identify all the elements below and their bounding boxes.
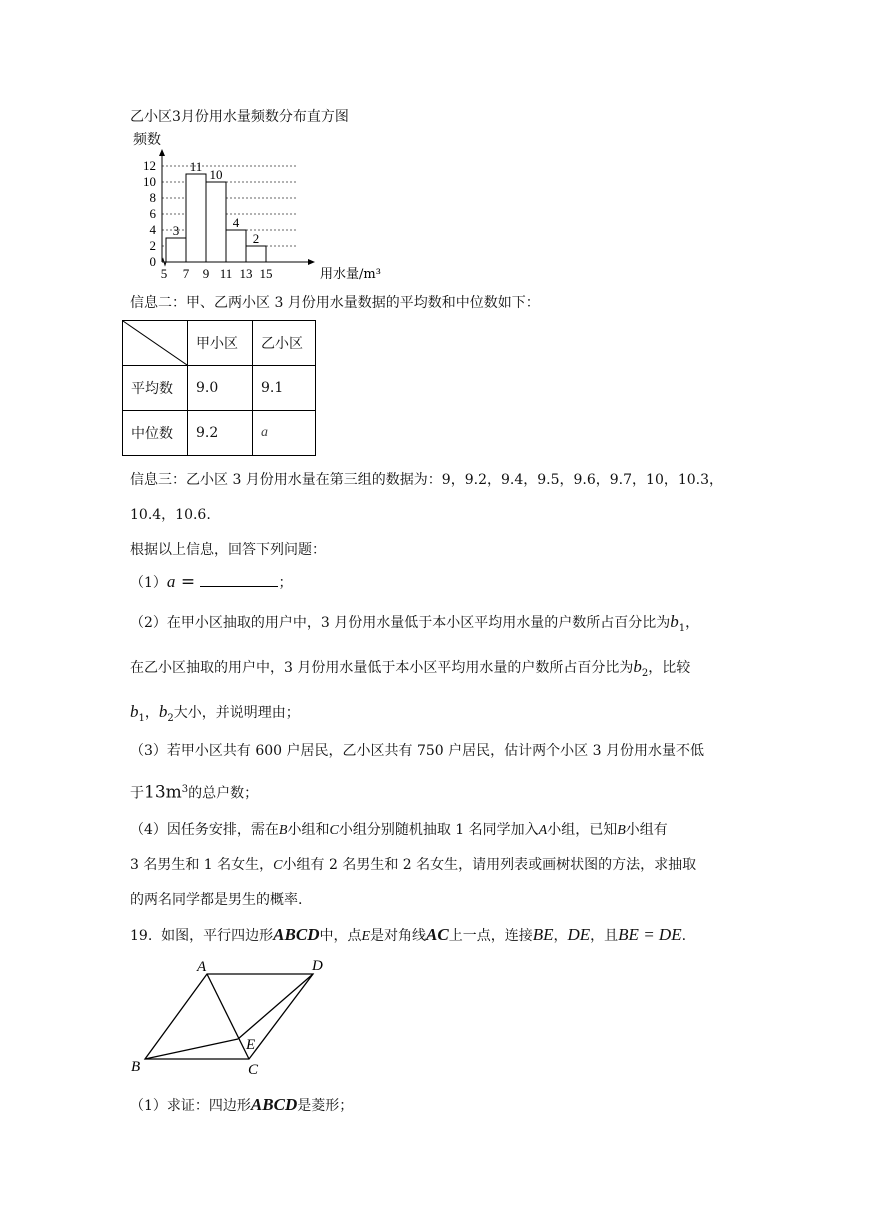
y-tick-label: 12 <box>143 158 156 173</box>
vertex-label-d: D <box>312 958 323 974</box>
question-2-line3: $b_1$，$b_2$大小，并说明理由； <box>130 702 300 724</box>
question-4-line2: 3 名男生和 1 名女生，C小组有 2 名男生和 2 名女生，请用列表或画树状图的方法，求抽取 <box>130 857 697 873</box>
question-2-line1: （2）在甲小区抽取的用户中，3 月份用水量低于本小区平均用水量的户数所占百分比为$b_1$， <box>130 612 700 634</box>
y-tick-label: 2 <box>149 238 156 253</box>
problem-19-stem: 19. 如图，平行四边形ABCD中，点E是对角线AC上一点，连接BE，DE，且BE = DE. <box>130 925 687 944</box>
col-header-jia: 甲小区 <box>188 321 253 366</box>
stats-table <box>122 320 316 456</box>
point-label-e: E <box>246 1037 256 1053</box>
table-row <box>123 321 316 366</box>
table-cell: 9.1 <box>253 366 316 411</box>
bar-value-label: 2 <box>252 231 260 246</box>
info2-text: 信息二：甲、乙两小区 3 月份用水量数据的平均数和中位数如下： <box>130 295 540 311</box>
col-header-yi: 乙小区 <box>253 321 316 366</box>
info3-line1: 信息三：乙小区 3 月份用水量在第三组的数据为：9，9.2，9.4，9.5，9.6，9.7，10，10.3， <box>130 472 724 488</box>
row-label: 中位数 <box>123 411 188 456</box>
y-tick-label: 6 <box>149 206 156 221</box>
histogram-bar <box>166 238 186 262</box>
vertex-label-b: B <box>131 1059 141 1075</box>
table-row <box>123 411 316 456</box>
chart-title: 乙小区3月份用水量频数分布直方图 <box>130 109 349 125</box>
answer-blank <box>200 572 278 587</box>
parallelogram-abcd <box>145 974 313 1059</box>
y-tick-label: 4 <box>149 222 156 237</box>
diagonal-ac <box>207 974 249 1059</box>
table-cell: 9.2 <box>188 411 253 456</box>
question-4-line1: （4）因任务安排，需在B小组和C小组分别随机抽取 1 名同学加入A小组，已知B小组有 <box>130 822 668 838</box>
y-tick-label: 10 <box>143 174 156 189</box>
question-3-line2: 于$13m^3$的总户数； <box>130 782 259 803</box>
question-1: （1）a = ； <box>130 572 293 592</box>
chart-x-label: 用水量/m³ <box>320 267 381 282</box>
x-tick-label: 7 <box>182 266 190 281</box>
bar-value-label: 3 <box>172 223 180 238</box>
diagonal-line <box>123 321 187 365</box>
y-tick-label: 0 <box>149 254 156 269</box>
prompt-text: 根据以上信息，回答下列问题： <box>130 542 326 558</box>
x-tick-label: 9 <box>202 266 210 281</box>
row-label: 平均数 <box>123 366 188 411</box>
x-tick-label: 15 <box>259 266 273 281</box>
y-axis-arrow <box>159 149 165 156</box>
histogram-bar <box>246 246 266 262</box>
segment-de <box>238 974 313 1039</box>
x-axis-arrow <box>308 259 315 265</box>
question-2-line2: 在乙小区抽取的用户中，3 月份用水量低于本小区平均用水量的户数所占百分比为$b_2$，比较 <box>130 657 691 679</box>
bar-value-label: 4 <box>232 215 240 230</box>
bar-value-label: 10 <box>209 167 223 182</box>
question-3-line1: （3）若甲小区共有 600 户居民，乙小区共有 750 户居民，估计两个小区 3 月份用水量不低 <box>130 743 704 759</box>
diagonal-header-cell <box>123 321 188 366</box>
bar-value-label: 11 <box>189 159 203 174</box>
parallelogram-figure <box>125 955 355 1080</box>
y-tick-label: 8 <box>149 190 156 205</box>
histogram-bar <box>206 182 226 262</box>
problem-19-q1: （1）求证：四边形ABCD是菱形； <box>130 1095 354 1114</box>
question-4-line3: 的两名同学都是男生的概率. <box>130 892 303 908</box>
x-tick-label: 5 <box>160 266 168 281</box>
info3-line2: 10.4，10.6. <box>130 507 211 523</box>
histogram-bar <box>186 174 206 262</box>
x-tick-label: 11 <box>219 266 233 281</box>
table-row <box>123 366 316 411</box>
chart-labels <box>143 158 381 282</box>
x-tick-label: 13 <box>239 266 253 281</box>
table-cell: 9.0 <box>188 366 253 411</box>
vertex-label-c: C <box>248 1062 259 1078</box>
table-cell: a <box>253 411 316 456</box>
histogram-bar <box>226 230 246 262</box>
chart-bars <box>166 174 266 262</box>
vertex-label-a: A <box>197 959 207 975</box>
histogram-chart <box>120 145 410 285</box>
segment-be <box>145 1039 238 1059</box>
chart-y-label: 频数 <box>133 132 161 148</box>
